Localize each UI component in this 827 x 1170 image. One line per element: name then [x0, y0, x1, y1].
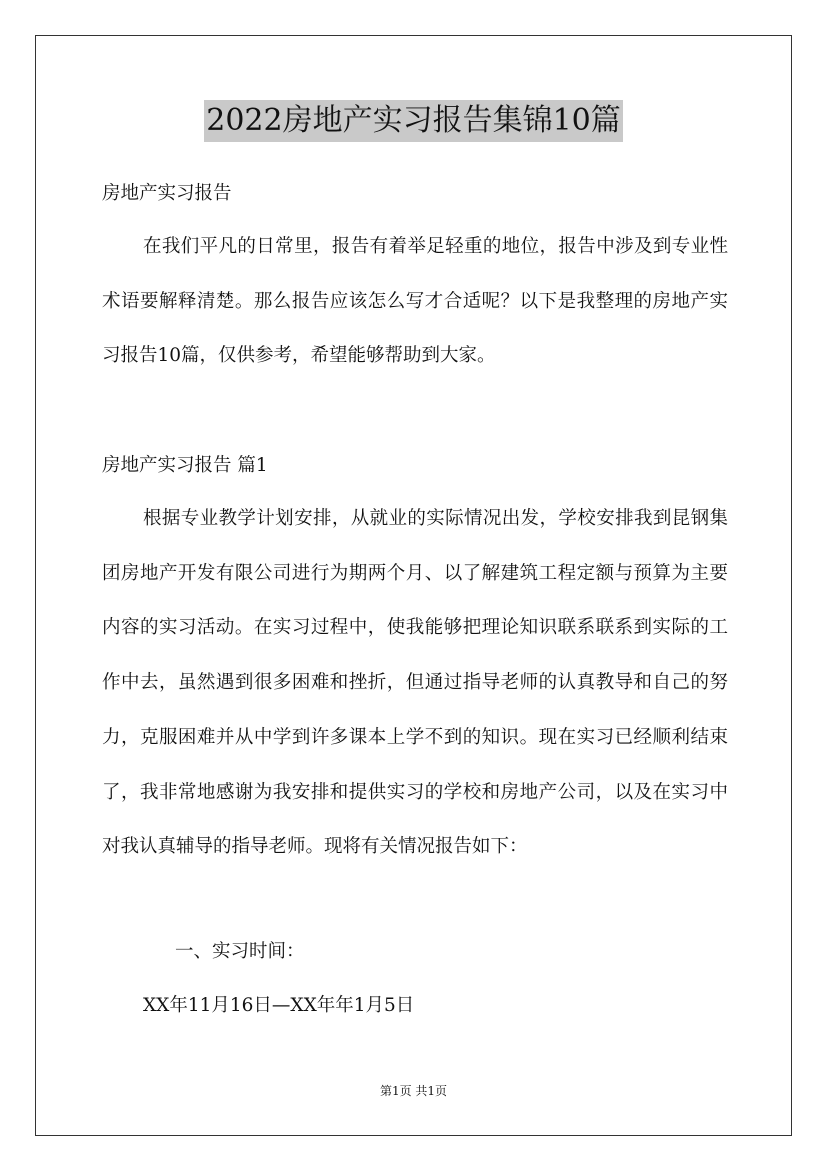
section-heading: 房地产实习报告 篇1 [102, 455, 268, 476]
document-title: 2022房地产实习报告集锦10篇 [204, 100, 623, 142]
section-paragraph: 根据专业教学计划安排，从就业的实际情况出发，学校安排我到昆钢集团房地产开发有限公司进行为期两个月、以了解建筑工程定额与预算为主要内容的实习活动。在实习过程中，使我能够把理论知识联系联系到实际的工作中去，虽然遇到很多困难和挫折，但通过指导老师的认真教导和自己的努力，克服困难并从中学到许多课本上学不到的知识。现在实习已经顺利结束了，我非常地感谢为我安排和提供实习的学校和房地产公司，以及在实习中对我认真辅导的指导老师。现将有关情况报告如下： [102, 508, 728, 858]
intro-paragraph: 在我们平凡的日常里，报告有着举足轻重的地位，报告中涉及到专业性术语要解释清楚。那么报告应该怎么写才合适呢？以下是我整理的房地产实习报告10篇，仅供参考，希望能够帮助到大家。 [102, 236, 728, 367]
page-footer: 第1页 共1页 [379, 1084, 448, 1098]
title-container [0, 100, 827, 142]
subheading-practice-time: 一、实习时间： [175, 941, 305, 962]
date-range: XX年11月16日—XX年年1月5日 [143, 995, 415, 1016]
document-subtitle: 房地产实习报告 [102, 183, 232, 204]
